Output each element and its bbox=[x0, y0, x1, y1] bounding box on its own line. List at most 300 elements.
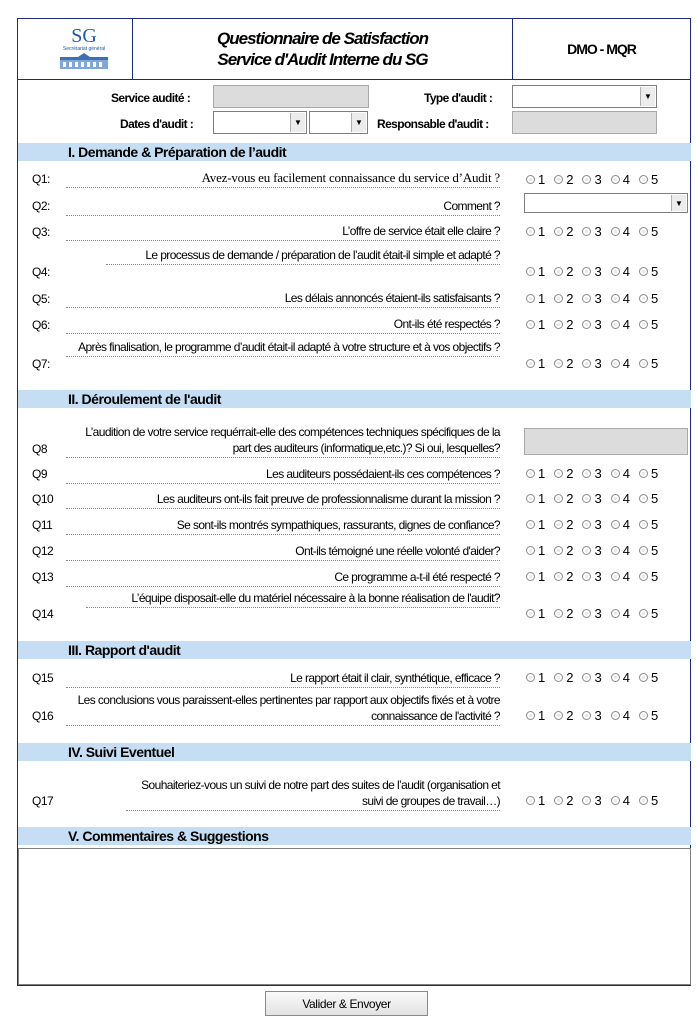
date-start-select[interactable] bbox=[213, 111, 307, 134]
question-text: Comment ? bbox=[66, 198, 500, 216]
radio-circle[interactable] bbox=[611, 546, 620, 555]
radio-option[interactable] bbox=[582, 793, 601, 808]
radio-option[interactable] bbox=[554, 543, 573, 558]
radio-label: 4 bbox=[622, 171, 630, 187]
radio-circle[interactable] bbox=[582, 520, 591, 529]
radio-label: 5 bbox=[650, 516, 659, 532]
radio-label: 3 bbox=[594, 516, 602, 532]
radio-option[interactable] bbox=[582, 317, 601, 332]
radio-option[interactable] bbox=[526, 291, 545, 306]
radio-circle[interactable] bbox=[582, 359, 591, 368]
question-text: L’offre de service était elle claire ? bbox=[66, 223, 500, 241]
radio-label: 4 bbox=[622, 223, 630, 239]
radio-option[interactable] bbox=[611, 606, 630, 621]
radio-circle[interactable] bbox=[554, 673, 563, 682]
radio-option[interactable] bbox=[554, 317, 573, 332]
radio-option[interactable] bbox=[554, 670, 573, 685]
rating-q3[interactable] bbox=[526, 223, 667, 239]
radio-label: 2 bbox=[566, 568, 574, 584]
radio-circle[interactable] bbox=[611, 320, 620, 329]
how-select[interactable] bbox=[524, 193, 688, 213]
radio-circle[interactable] bbox=[582, 469, 591, 478]
radio-option[interactable] bbox=[582, 466, 601, 481]
radio-circle[interactable] bbox=[526, 494, 535, 503]
radio-label: 3 bbox=[594, 792, 602, 808]
section-3-header bbox=[18, 641, 691, 659]
radio-option[interactable] bbox=[554, 224, 573, 239]
radio-circle[interactable] bbox=[554, 320, 563, 329]
rating-q14[interactable] bbox=[526, 605, 667, 621]
radio-label: 2 bbox=[566, 171, 574, 187]
question-text: Ce programme a-t-il été respecté ? bbox=[66, 569, 500, 587]
section-title: V. Commentaires & Suggestions bbox=[68, 828, 269, 844]
radio-option[interactable] bbox=[526, 466, 545, 481]
question-id: Q11 bbox=[32, 518, 53, 532]
radio-circle[interactable] bbox=[554, 520, 563, 529]
responsable-label: Responsable d'audit : bbox=[377, 117, 489, 131]
comments-textarea[interactable] bbox=[18, 848, 691, 985]
radio-option[interactable] bbox=[611, 356, 630, 371]
radio-circle[interactable] bbox=[554, 609, 563, 618]
radio-option[interactable] bbox=[582, 606, 601, 621]
radio-label: 3 bbox=[594, 669, 602, 685]
radio-label: 2 bbox=[566, 465, 574, 481]
section-title: III. Rapport d'audit bbox=[68, 642, 181, 658]
radio-circle[interactable] bbox=[611, 673, 620, 682]
radio-option[interactable] bbox=[611, 543, 630, 558]
radio-circle[interactable] bbox=[582, 267, 591, 276]
header bbox=[18, 19, 690, 80]
question-id: Q7: bbox=[32, 357, 50, 371]
radio-label: 3 bbox=[594, 290, 602, 306]
radio-circle[interactable] bbox=[611, 175, 620, 184]
radio-option[interactable] bbox=[639, 606, 658, 621]
type-select[interactable] bbox=[512, 85, 657, 108]
radio-circle[interactable] bbox=[639, 469, 648, 478]
radio-label: 1 bbox=[538, 669, 546, 685]
radio-label: 5 bbox=[650, 355, 659, 371]
section-title: IV. Suivi Eventuel bbox=[68, 744, 175, 760]
logo-text: SG bbox=[71, 25, 97, 47]
section-title: II. Déroulement de l'audit bbox=[68, 391, 221, 407]
radio-option[interactable] bbox=[639, 517, 658, 532]
radio-label: 4 bbox=[622, 490, 630, 506]
chevron-down-icon[interactable]: ▼ bbox=[640, 87, 655, 106]
question-text: Ont-ils témoigné une réelle volonté d'aider? bbox=[66, 543, 500, 561]
radio-option[interactable] bbox=[639, 670, 658, 685]
radio-option[interactable] bbox=[639, 224, 658, 239]
radio-circle[interactable] bbox=[611, 359, 620, 368]
radio-option[interactable] bbox=[526, 491, 545, 506]
dates-label: Dates d'audit : bbox=[120, 117, 194, 131]
question-id: Q8 bbox=[32, 442, 48, 456]
radio-option[interactable] bbox=[639, 543, 658, 558]
question-id: Q17 bbox=[32, 794, 54, 808]
radio-option[interactable] bbox=[639, 793, 658, 808]
radio-label: 1 bbox=[538, 263, 546, 279]
radio-label: 4 bbox=[622, 605, 630, 621]
section-4-header bbox=[18, 743, 691, 761]
radio-label: 5 bbox=[650, 290, 659, 306]
radio-label: 2 bbox=[566, 355, 574, 371]
radio-option[interactable] bbox=[554, 291, 573, 306]
radio-label: 2 bbox=[566, 669, 574, 685]
radio-circle[interactable] bbox=[526, 609, 535, 618]
radio-option[interactable] bbox=[526, 172, 545, 187]
radio-circle[interactable] bbox=[526, 359, 535, 368]
radio-circle[interactable] bbox=[582, 609, 591, 618]
radio-label: 3 bbox=[594, 465, 602, 481]
radio-label: 4 bbox=[622, 316, 630, 332]
radio-label: 1 bbox=[538, 290, 546, 306]
question-id: Q1: bbox=[32, 172, 50, 186]
question-id: Q3: bbox=[32, 225, 50, 239]
radio-label: 1 bbox=[538, 707, 546, 723]
document-code: DMO - MQR bbox=[567, 41, 636, 57]
question-id: Q9 bbox=[32, 467, 48, 481]
radio-option[interactable] bbox=[611, 793, 630, 808]
question-id: Q10 bbox=[32, 492, 54, 506]
radio-circle[interactable] bbox=[554, 494, 563, 503]
section-title: I. Demande & Préparation de l’audit bbox=[68, 144, 287, 160]
radio-label: 4 bbox=[622, 355, 630, 371]
radio-circle[interactable] bbox=[639, 227, 648, 236]
radio-option[interactable] bbox=[639, 491, 658, 506]
radio-circle[interactable] bbox=[526, 267, 535, 276]
radio-circle[interactable] bbox=[639, 359, 648, 368]
radio-option[interactable] bbox=[639, 317, 658, 332]
radio-label: 5 bbox=[650, 263, 659, 279]
radio-label: 1 bbox=[538, 465, 546, 481]
rating-q11[interactable] bbox=[526, 516, 667, 532]
question-text: L’équipe disposait-elle du matériel nécessaire à la bonne réalisation de l'audit? bbox=[86, 590, 500, 608]
radio-label: 3 bbox=[594, 263, 602, 279]
radio-option[interactable] bbox=[639, 569, 658, 584]
radio-option[interactable] bbox=[611, 317, 630, 332]
radio-circle[interactable] bbox=[611, 609, 620, 618]
radio-option[interactable] bbox=[582, 264, 601, 279]
radio-label: 5 bbox=[650, 707, 659, 723]
radio-label: 4 bbox=[622, 516, 630, 532]
question-text: Les délais annoncés étaient-ils satisfaisants ? bbox=[66, 290, 500, 308]
radio-option[interactable] bbox=[526, 543, 545, 558]
submit-button[interactable]: Valider & Envoyer bbox=[265, 991, 428, 1016]
radio-circle[interactable] bbox=[554, 227, 563, 236]
radio-circle[interactable] bbox=[582, 572, 591, 581]
question-text: Le processus de demande / préparation de l’audit était-il simple et adapté ? bbox=[106, 247, 500, 265]
radio-option[interactable] bbox=[554, 466, 573, 481]
radio-circle[interactable] bbox=[611, 227, 620, 236]
question-id: Q16 bbox=[32, 709, 54, 723]
radio-circle[interactable] bbox=[611, 796, 620, 805]
radio-option[interactable] bbox=[526, 224, 545, 239]
radio-option[interactable] bbox=[639, 264, 658, 279]
radio-option[interactable] bbox=[554, 793, 573, 808]
radio-option[interactable] bbox=[526, 517, 545, 532]
radio-circle[interactable] bbox=[554, 572, 563, 581]
radio-circle[interactable] bbox=[582, 175, 591, 184]
radio-label: 1 bbox=[538, 490, 546, 506]
radio-label: 3 bbox=[594, 223, 602, 239]
radio-label: 4 bbox=[622, 290, 630, 306]
radio-option[interactable] bbox=[554, 491, 573, 506]
radio-circle[interactable] bbox=[582, 494, 591, 503]
question-id: Q4: bbox=[32, 265, 50, 279]
rating-q15[interactable] bbox=[526, 669, 667, 685]
radio-label: 5 bbox=[650, 605, 659, 621]
radio-option[interactable] bbox=[611, 172, 630, 187]
radio-option[interactable] bbox=[526, 793, 545, 808]
radio-label: 1 bbox=[538, 605, 546, 621]
radio-label: 1 bbox=[538, 516, 546, 532]
date-end-select[interactable] bbox=[309, 111, 368, 134]
radio-circle[interactable] bbox=[526, 673, 535, 682]
radio-label: 2 bbox=[566, 223, 574, 239]
radio-option[interactable] bbox=[582, 356, 601, 371]
radio-option[interactable] bbox=[582, 491, 601, 506]
radio-label: 3 bbox=[594, 605, 602, 621]
radio-circle[interactable] bbox=[554, 267, 563, 276]
radio-circle[interactable] bbox=[639, 175, 648, 184]
rating-q16[interactable] bbox=[526, 707, 667, 723]
title-line-2: Service d'Audit Interne du SG bbox=[217, 50, 428, 69]
radio-label: 3 bbox=[594, 568, 602, 584]
radio-label: 2 bbox=[566, 316, 574, 332]
radio-circle[interactable] bbox=[554, 175, 563, 184]
responsable-field[interactable] bbox=[512, 111, 657, 134]
radio-circle[interactable] bbox=[639, 711, 648, 720]
radio-option[interactable] bbox=[611, 517, 630, 532]
radio-circle[interactable] bbox=[526, 320, 535, 329]
radio-option[interactable] bbox=[611, 708, 630, 723]
radio-label: 5 bbox=[650, 490, 659, 506]
radio-label: 4 bbox=[622, 465, 630, 481]
radio-circle[interactable] bbox=[582, 546, 591, 555]
radio-label: 4 bbox=[622, 263, 630, 279]
radio-circle[interactable] bbox=[554, 546, 563, 555]
sg-logo bbox=[56, 25, 112, 71]
radio-option[interactable] bbox=[554, 606, 573, 621]
radio-circle[interactable] bbox=[611, 469, 620, 478]
radio-option[interactable] bbox=[526, 606, 545, 621]
radio-option[interactable] bbox=[582, 224, 601, 239]
rating-q10[interactable] bbox=[526, 490, 667, 506]
radio-label: 2 bbox=[566, 290, 574, 306]
question-id: Q14 bbox=[32, 607, 54, 621]
radio-option[interactable] bbox=[554, 264, 573, 279]
radio-label: 1 bbox=[538, 792, 546, 808]
radio-circle[interactable] bbox=[526, 294, 535, 303]
radio-option[interactable] bbox=[639, 356, 658, 371]
rating-q13[interactable] bbox=[526, 568, 667, 584]
radio-label: 5 bbox=[650, 568, 659, 584]
radio-option[interactable] bbox=[582, 291, 601, 306]
radio-option[interactable] bbox=[611, 491, 630, 506]
radio-label: 4 bbox=[622, 669, 630, 685]
radio-label: 2 bbox=[566, 490, 574, 506]
radio-label: 3 bbox=[594, 355, 602, 371]
radio-circle[interactable] bbox=[526, 227, 535, 236]
radio-option[interactable] bbox=[526, 569, 545, 584]
radio-circle[interactable] bbox=[611, 711, 620, 720]
building-icon bbox=[60, 53, 108, 69]
radio-option[interactable] bbox=[582, 517, 601, 532]
radio-label: 4 bbox=[622, 568, 630, 584]
question-id: Q15 bbox=[32, 671, 54, 685]
radio-option[interactable] bbox=[639, 172, 658, 187]
radio-option[interactable] bbox=[582, 172, 601, 187]
radio-circle[interactable] bbox=[639, 494, 648, 503]
rating-q7[interactable] bbox=[526, 355, 667, 371]
radio-label: 2 bbox=[566, 516, 574, 532]
question-text: Le rapport était il clair, synthétique, efficace ? bbox=[66, 670, 500, 688]
radio-circle[interactable] bbox=[526, 572, 535, 581]
rating-q1[interactable] bbox=[526, 171, 667, 187]
radio-circle[interactable] bbox=[611, 294, 620, 303]
radio-circle[interactable] bbox=[639, 796, 648, 805]
radio-circle[interactable] bbox=[526, 546, 535, 555]
skills-field[interactable] bbox=[524, 428, 688, 455]
radio-label: 5 bbox=[650, 542, 659, 558]
section-1-header bbox=[18, 143, 691, 161]
radio-option[interactable] bbox=[526, 264, 545, 279]
radio-circle[interactable] bbox=[582, 673, 591, 682]
service-field[interactable] bbox=[213, 85, 369, 108]
radio-circle[interactable] bbox=[639, 546, 648, 555]
radio-circle[interactable] bbox=[582, 796, 591, 805]
radio-option[interactable] bbox=[582, 708, 601, 723]
radio-option[interactable] bbox=[639, 466, 658, 481]
radio-label: 5 bbox=[650, 465, 659, 481]
radio-option[interactable] bbox=[611, 224, 630, 239]
chevron-down-icon[interactable]: ▼ bbox=[290, 113, 305, 132]
radio-label: 5 bbox=[650, 669, 659, 685]
radio-circle[interactable] bbox=[526, 711, 535, 720]
logo-subtext: Secrétariat général bbox=[62, 46, 106, 52]
radio-circle[interactable] bbox=[611, 494, 620, 503]
radio-label: 5 bbox=[650, 316, 659, 332]
question-text: Les auditeurs possédaient-ils ces compétences ? bbox=[66, 466, 500, 484]
title-cell bbox=[133, 19, 513, 79]
rating-q12[interactable] bbox=[526, 542, 667, 558]
question-id: Q13 bbox=[32, 570, 54, 584]
radio-option[interactable] bbox=[639, 708, 658, 723]
radio-label: 4 bbox=[622, 707, 630, 723]
radio-label: 3 bbox=[594, 490, 602, 506]
chevron-down-icon[interactable]: ▼ bbox=[671, 195, 686, 211]
radio-option[interactable] bbox=[526, 356, 545, 371]
radio-label: 3 bbox=[594, 316, 602, 332]
radio-option[interactable] bbox=[554, 708, 573, 723]
radio-option[interactable] bbox=[611, 670, 630, 685]
question-text: Ont-ils été respectés ? bbox=[66, 316, 500, 334]
radio-option[interactable] bbox=[611, 291, 630, 306]
question-id: Q2: bbox=[32, 199, 50, 213]
title-line-1: Questionnaire de Satisfaction bbox=[217, 29, 428, 48]
radio-option[interactable] bbox=[611, 569, 630, 584]
question-text: Avez-vous eu facilement connaissance du service d’Audit ? bbox=[66, 170, 500, 188]
radio-label: 5 bbox=[650, 792, 659, 808]
radio-circle[interactable] bbox=[639, 520, 648, 529]
radio-circle[interactable] bbox=[611, 572, 620, 581]
rating-q6[interactable] bbox=[526, 316, 667, 332]
radio-circle[interactable] bbox=[554, 711, 563, 720]
radio-label: 3 bbox=[594, 542, 602, 558]
radio-option[interactable] bbox=[554, 517, 573, 532]
rating-q4[interactable] bbox=[526, 263, 667, 279]
radio-label: 2 bbox=[566, 263, 574, 279]
radio-circle[interactable] bbox=[639, 572, 648, 581]
radio-option[interactable] bbox=[582, 670, 601, 685]
radio-circle[interactable] bbox=[526, 520, 535, 529]
radio-option[interactable] bbox=[582, 543, 601, 558]
rating-q5[interactable] bbox=[526, 290, 667, 306]
radio-option[interactable] bbox=[554, 569, 573, 584]
radio-option[interactable] bbox=[526, 708, 545, 723]
radio-label: 1 bbox=[538, 355, 546, 371]
radio-circle[interactable] bbox=[554, 796, 563, 805]
radio-circle[interactable] bbox=[639, 267, 648, 276]
question-id: Q5: bbox=[32, 292, 50, 306]
radio-option[interactable] bbox=[554, 356, 573, 371]
radio-label: 3 bbox=[594, 171, 602, 187]
radio-circle[interactable] bbox=[611, 267, 620, 276]
radio-option[interactable] bbox=[639, 291, 658, 306]
radio-label: 2 bbox=[566, 792, 574, 808]
radio-label: 5 bbox=[650, 171, 659, 187]
radio-option[interactable] bbox=[582, 569, 601, 584]
radio-label: 1 bbox=[538, 542, 546, 558]
radio-label: 2 bbox=[566, 542, 574, 558]
radio-label: 1 bbox=[538, 568, 546, 584]
radio-circle[interactable] bbox=[582, 320, 591, 329]
radio-circle[interactable] bbox=[554, 359, 563, 368]
rating-q9[interactable] bbox=[526, 465, 667, 481]
question-id: Q6: bbox=[32, 318, 50, 332]
question-text: Les auditeurs ont-ils fait preuve de professionnalisme durant la mission ? bbox=[66, 491, 500, 509]
radio-option[interactable] bbox=[526, 670, 545, 685]
radio-label: 4 bbox=[622, 792, 630, 808]
question-text: Souhaiteriez-vous un suivi de notre part des suites de l’audit (organisation et suivi de groupes de travail…) bbox=[126, 777, 500, 811]
radio-circle[interactable] bbox=[582, 711, 591, 720]
question-id: Q12 bbox=[32, 544, 54, 558]
radio-circle[interactable] bbox=[639, 320, 648, 329]
radio-circle[interactable] bbox=[611, 520, 620, 529]
service-label: Service audité : bbox=[111, 91, 191, 105]
radio-option[interactable] bbox=[611, 264, 630, 279]
radio-circle[interactable] bbox=[526, 175, 535, 184]
radio-circle[interactable] bbox=[639, 609, 648, 618]
radio-circle[interactable] bbox=[582, 227, 591, 236]
rating-q17[interactable] bbox=[526, 792, 667, 808]
radio-circle[interactable] bbox=[554, 469, 563, 478]
radio-circle[interactable] bbox=[526, 796, 535, 805]
radio-option[interactable] bbox=[526, 317, 545, 332]
radio-label: 2 bbox=[566, 707, 574, 723]
question-text: L’audition de votre service requérrait-elle des compétences techniques spécifiques de la part des auditeurs (informatique,etc.)? Si oui, lesquelles? bbox=[66, 424, 500, 458]
logo-cell bbox=[18, 19, 133, 79]
radio-circle[interactable] bbox=[582, 294, 591, 303]
question-text: Après finalisation, le programme d’audit était-il adapté à votre structure et à vos objectifs ? bbox=[66, 339, 500, 357]
radio-circle[interactable] bbox=[526, 469, 535, 478]
radio-circle[interactable] bbox=[554, 294, 563, 303]
chevron-down-icon[interactable]: ▼ bbox=[351, 113, 366, 132]
type-label: Type d'audit : bbox=[424, 91, 493, 105]
radio-option[interactable] bbox=[554, 172, 573, 187]
radio-option[interactable] bbox=[611, 466, 630, 481]
radio-circle[interactable] bbox=[639, 673, 648, 682]
radio-circle[interactable] bbox=[639, 294, 648, 303]
